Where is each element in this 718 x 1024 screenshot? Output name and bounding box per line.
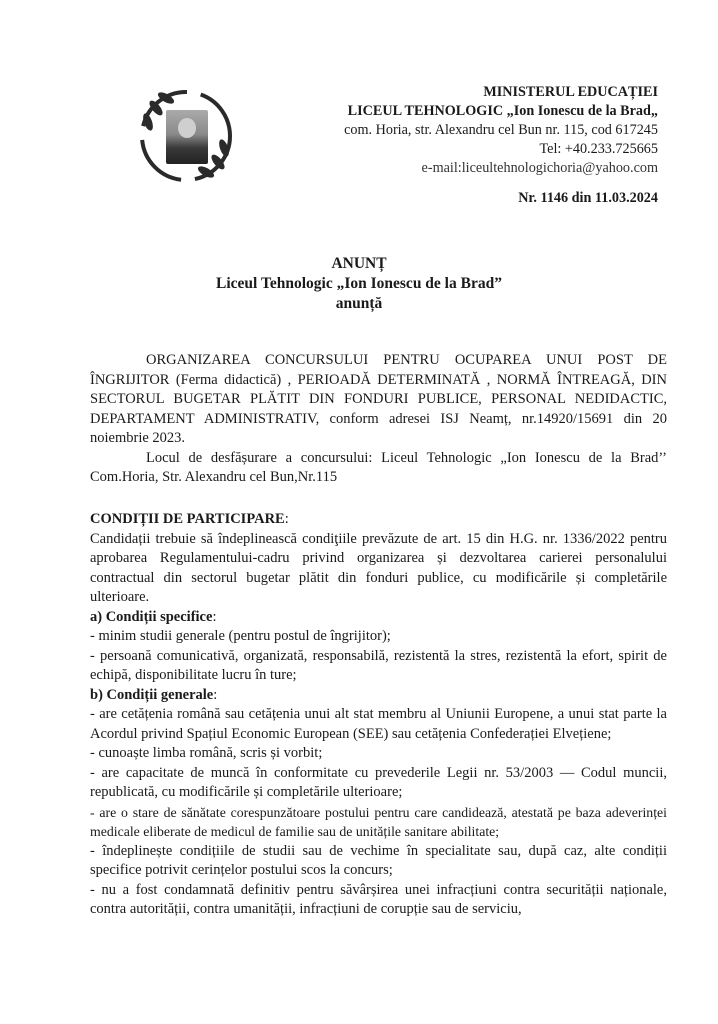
condition-item: - îndeplinește condițiile de studii sau de vechime în specialitate sau, după caz, alte condiții specifice potrivit cerințelor postului scos la concurs; — [90, 842, 667, 878]
competition-location: Locul de desfășurare a concursului: Liceul Tehnologic „Ion Ionescu de la Brad’’ Com.Horia, Str. Alexandru cel Bun,Nr.115 — [90, 449, 667, 485]
condition-item: - are cetățenia română sau cetățenia unui alt stat membru al Uniunii Europene, a unui stat parte la Acordul privind Spațiul Economic European (SEE) sau cetățenia Confederației Elvețiene; — [90, 706, 667, 742]
announcement-subtitle: Liceul Tehnologic „Ion Ionescu de la Brad” — [216, 275, 502, 292]
ministry-name: MINISTERUL EDUCAȚIEI — [483, 84, 658, 100]
announcement-title: ANUNȚ — [331, 255, 387, 272]
conditions-intro: Candidații trebuie să îndeplinească condiţiile prevăzute de art. 15 din H.G. nr. 1336/2022 pentru aprobarea Regulamentului-cadru privind organizarea și dezvoltarea carierei personalului contractual din sectorul bugetar plătit din fonduri publice, cu modificările și completările ulterioare. — [90, 530, 667, 605]
announcement-verb: anunță — [335, 295, 383, 312]
school-phone: Tel: +40.233.725665 — [539, 141, 658, 157]
portrait-image — [166, 110, 208, 164]
school-logo — [136, 84, 236, 184]
condition-item: - nu a fost condamnată definitiv pentru săvârșirea unei infracțiuni contra securității naționale, contra autorității, contra umanității, infracțiuni de corupție sau de serviciu, — [90, 881, 667, 917]
school-address: com. Horia, str. Alexandru cel Bun nr. 115, cod 617245 — [344, 122, 658, 138]
school-email: e-mail:liceultehnologichoria@yahoo.com — [421, 160, 658, 176]
competition-description: ORGANIZAREA CONCURSULUI PENTRU OCUPAREA UNUI POST DE ÎNGRIJITOR (Ferma didactică) , PERIOADĂ DETERMINATĂ , NORMĂ ÎNTREAGĂ, DIN SECTORUL BUGETAR PLĂTIT DIN FONDURI PUBLICE, PERSONAL NEDIDACTIC, DEPARTAMENT ADMINISTRATIV, conform adresei ISJ Neamț, nr.14920/15691 din 20 noiembrie 2023. — [90, 352, 667, 446]
condition-item: - minim studii generale (pentru postul de îngrijitor); — [90, 628, 391, 644]
specific-conditions-heading: a) Condiții specifice — [90, 608, 213, 625]
registration-number: Nr. 1146 din 11.03.2024 — [518, 190, 658, 206]
condition-item: - are capacitate de muncă în conformitate cu prevederile Legii nr. 53/2003 — Codul muncii, republicată, cu modificările și completările ulterioare; — [90, 764, 667, 800]
conditions-section: CONDIȚII DE PARTICIPARE: Candidații trebuie să îndeplinească condiţiile prevăzute de art. 15 din H.G. nr. 1336/2022 pentru aprobarea Regulamentului-cadru privind organizarea și dezvoltarea carierei personalului contractual din sectorul bugetar plătit din fonduri publice, cu modificările și completările ulterioare. a) Condiții specifice: - minim studii generale (pentru postul de îngrijitor); - persoană comunicativă, organizată, responsabilă, rezistentă la stres, rezistentă la efort, spirit de echipă, disponibilitate lucru în ture; b) Condiții generale: - are cetățenia română sau cetățenia unui alt stat membru al Uniunii Europene, a unui stat parte la Acordul privind Spațiul Economic European (SEE) sau cetățenia Confederației Elvețiene; - cunoaște limba română, scris și vorbit; - are capacitate de muncă în conformitate cu prevederile Legii nr. 53/2003 — Codul muncii, republicată, cu modificările și completările ulterioare; - are o stare de sănătate corespunzătoare postului pentru care candidează, atestată pe baza adeverinței medicale eliberate de medicul de familie sau de unitățile sanitare abilitate; - îndeplinește condițiile de studii sau de vechime în specialitate sau, după caz, alte condiții specifice potrivit cerințelor postului scos la concurs; - nu a fost condamnată definitiv pentru săvârșirea unei infracțiuni contra securității naționale, contra autorității, contra umanității, infracțiuni de corupție sau de serviciu, — [90, 510, 667, 920]
condition-item: - cunoaște limba română, scris și vorbit; — [90, 745, 323, 761]
general-conditions-heading: b) Condiții generale — [90, 686, 214, 703]
letterhead — [344, 83, 658, 178]
intro-section — [90, 351, 667, 488]
conditions-heading: CONDIȚII DE PARTICIPARE — [90, 511, 285, 527]
condition-item: - are o stare de sănătate corespunzătoare postului pentru care candidează, atestată pe baza adeverinței medicale eliberate de medicul de familie sau de unitățile sanitare abilitate; — [90, 804, 667, 839]
condition-item: - persoană comunicativă, organizată, responsabilă, rezistentă la stres, rezistentă la efort, spirit de echipă, disponibilitate lucru în ture; — [90, 647, 667, 683]
school-name: LICEUL TEHNOLOGIC „Ion Ionescu de la Brad„ — [347, 103, 658, 119]
